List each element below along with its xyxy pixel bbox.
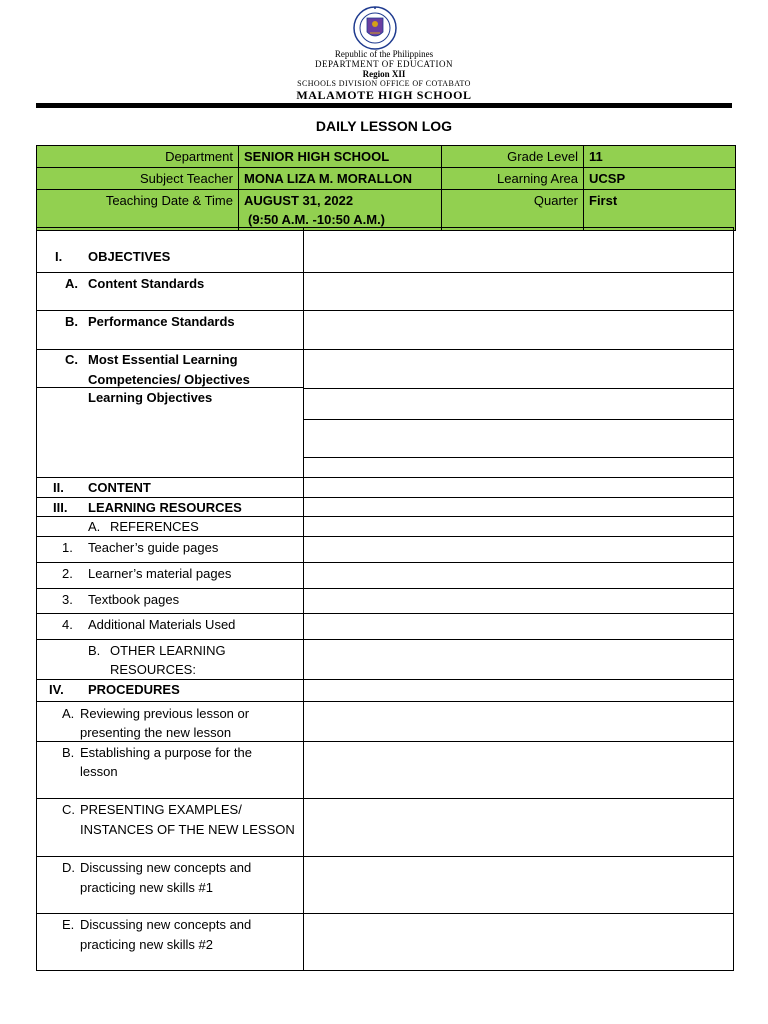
learning-resources-cell: III. LEARNING RESOURCES [37, 498, 304, 517]
procedure-b-cell: B. Establishing a purpose for the lesson [37, 742, 304, 799]
additional-materials-entry[interactable] [303, 614, 733, 640]
procedure-d-cell: D. Discussing new concepts and practicing new skills #1 [37, 857, 304, 914]
info-table [36, 145, 736, 231]
learning-area-label: Learning Area [442, 168, 584, 190]
procedure-a-line1: Reviewing previous lesson or [80, 706, 250, 721]
procedures-heading: PROCEDURES [88, 682, 180, 697]
table-row [37, 702, 734, 742]
other-resources-line1: OTHER LEARNING [110, 643, 226, 658]
teachers-guide-entry[interactable] [303, 537, 733, 563]
objectives-cell: I. OBJECTIVES [37, 228, 304, 273]
learning-objective-entry-1[interactable] [303, 388, 733, 419]
procedure-d-line2: practicing new skills #1 [80, 880, 213, 895]
learners-material-cell: 2. Learner’s material pages [37, 563, 304, 589]
procedure-c-entry[interactable] [303, 799, 733, 857]
procedure-c-cell: C. PRESENTING EXAMPLES/ INSTANCES OF THE NEW LESSON [37, 799, 304, 857]
procedure-e-entry[interactable] [303, 914, 733, 971]
melc-line2: Competencies/ Objectives [88, 372, 250, 387]
header-rule [36, 103, 732, 108]
table-row [37, 273, 734, 311]
learners-material-label: Learner’s material pages [88, 566, 232, 581]
content-standards-label: Content Standards [88, 276, 205, 291]
content-standards-cell: A. Content Standards [37, 273, 304, 311]
deped-seal-icon [343, 5, 407, 51]
learners-material-entry[interactable] [303, 563, 733, 589]
competencies-entry[interactable] [303, 350, 733, 389]
learning-area-value: UCSP [584, 168, 736, 190]
document-title: DAILY LESSON LOG [315, 118, 453, 134]
teaching-date-label: Teaching Date & Time [37, 190, 239, 231]
references-entry[interactable] [303, 517, 733, 537]
table-row [37, 914, 734, 971]
subject-teacher-label: Subject Teacher [37, 168, 239, 190]
procedure-c-line2: INSTANCES OF THE NEW LESSON [80, 822, 295, 837]
procedure-b-line1: Establishing a purpose for the [80, 745, 252, 760]
republic-line: Republic of the Philippines [334, 49, 434, 59]
table-row [37, 563, 734, 589]
other-resources-cell: B. OTHER LEARNING RESOURCES: [37, 640, 304, 680]
content-standards-entry[interactable] [303, 273, 733, 311]
additional-materials-cell: 4. Additional Materials Used [37, 614, 304, 640]
table-row [37, 614, 734, 640]
divider [36, 387, 304, 388]
textbook-label: Textbook pages [88, 592, 180, 607]
learning-objective-entry-3[interactable] [303, 457, 733, 477]
table-row [37, 228, 734, 273]
table-row [37, 478, 734, 498]
content-entry[interactable] [303, 478, 733, 498]
time-text: (9:50 A.M. -10:50 A.M.) [248, 212, 386, 227]
content-cell: II. CONTENT [37, 478, 304, 498]
info-row [37, 190, 736, 231]
other-resources-entry[interactable] [303, 640, 733, 680]
teachers-guide-label: Teacher’s guide pages [88, 540, 219, 555]
info-row [37, 146, 736, 168]
performance-standards-cell: B. Performance Standards [37, 311, 304, 350]
textbook-cell: 3. Textbook pages [37, 589, 304, 614]
division-line: SCHOOLS DIVISION OFFICE OF COTABATO [297, 79, 471, 88]
subject-teacher-value: MONA LIZA M. MORALLON [239, 168, 442, 190]
learning-resources-heading: LEARNING RESOURCES [88, 500, 242, 515]
procedure-a-line2: presenting the new lesson [80, 725, 232, 740]
quarter-label: Quarter [442, 190, 584, 231]
learning-resources-entry[interactable] [303, 498, 733, 517]
performance-standards-entry[interactable] [303, 311, 733, 350]
teaching-date-value [239, 190, 442, 231]
table-row [37, 857, 734, 914]
procedure-b-line2: lesson [80, 764, 118, 779]
procedure-e-line2: practicing new skills #2 [80, 937, 213, 952]
procedure-a-cell: A. Reviewing previous lesson or presenting the new lesson [37, 702, 304, 742]
additional-materials-label: Additional Materials Used [88, 617, 236, 632]
other-resources-line2: RESOURCES: [110, 662, 196, 677]
school-name: MALAMOTE HIGH SCHOOL [296, 88, 472, 102]
learning-objective-entry-2[interactable] [303, 420, 733, 458]
procedure-a-entry[interactable] [303, 702, 733, 742]
procedure-b-entry[interactable] [303, 742, 733, 799]
content-heading: CONTENT [88, 480, 151, 495]
grade-level-label: Grade Level [442, 146, 584, 168]
procedures-cell: IV. PROCEDURES [37, 680, 304, 702]
table-row [37, 517, 734, 537]
melc-line1: Most Essential Learning [88, 352, 238, 367]
table-row [37, 799, 734, 857]
procedure-d-line1: Discussing new concepts and [80, 860, 252, 875]
date-text: AUGUST 31, 2022 [244, 193, 354, 208]
procedures-entry[interactable] [303, 680, 733, 702]
department-label: Department [37, 146, 239, 168]
objectives-entry[interactable] [303, 228, 733, 273]
learning-objectives-label: Learning Objectives [88, 390, 213, 405]
procedure-e-line1: Discussing new concepts and [80, 917, 252, 932]
table-row [37, 742, 734, 799]
grade-level-value: 11 [584, 146, 736, 168]
table-row [37, 680, 734, 702]
teachers-guide-cell: 1. Teacher’s guide pages [37, 537, 304, 563]
objectives-heading: OBJECTIVES [88, 249, 171, 264]
table-row [37, 589, 734, 614]
references-cell: A. REFERENCES [37, 517, 304, 537]
quarter-value: First [584, 190, 736, 231]
table-row [37, 537, 734, 563]
table-row [37, 498, 734, 517]
department-value: SENIOR HIGH SCHOOL [239, 146, 442, 168]
procedure-c-line1: PRESENTING EXAMPLES/ [80, 802, 242, 817]
table-row [37, 350, 734, 389]
performance-standards-label: Performance Standards [88, 314, 235, 329]
info-row [37, 168, 736, 190]
procedure-d-entry[interactable] [303, 857, 733, 914]
department-line: DEPARTMENT OF EDUCATION [315, 59, 453, 69]
textbook-entry[interactable] [303, 589, 733, 614]
references-label: REFERENCES [110, 519, 199, 534]
procedure-e-cell: E. Discussing new concepts and practicing new skills #2 [37, 914, 304, 971]
region-line: Region XII [362, 69, 406, 79]
competencies-cell: C. Most Essential Learning Competencies/ Objectives Learning Objectives [37, 350, 304, 478]
table-row [37, 640, 734, 680]
table-row [37, 311, 734, 350]
lesson-log-table [36, 227, 734, 971]
